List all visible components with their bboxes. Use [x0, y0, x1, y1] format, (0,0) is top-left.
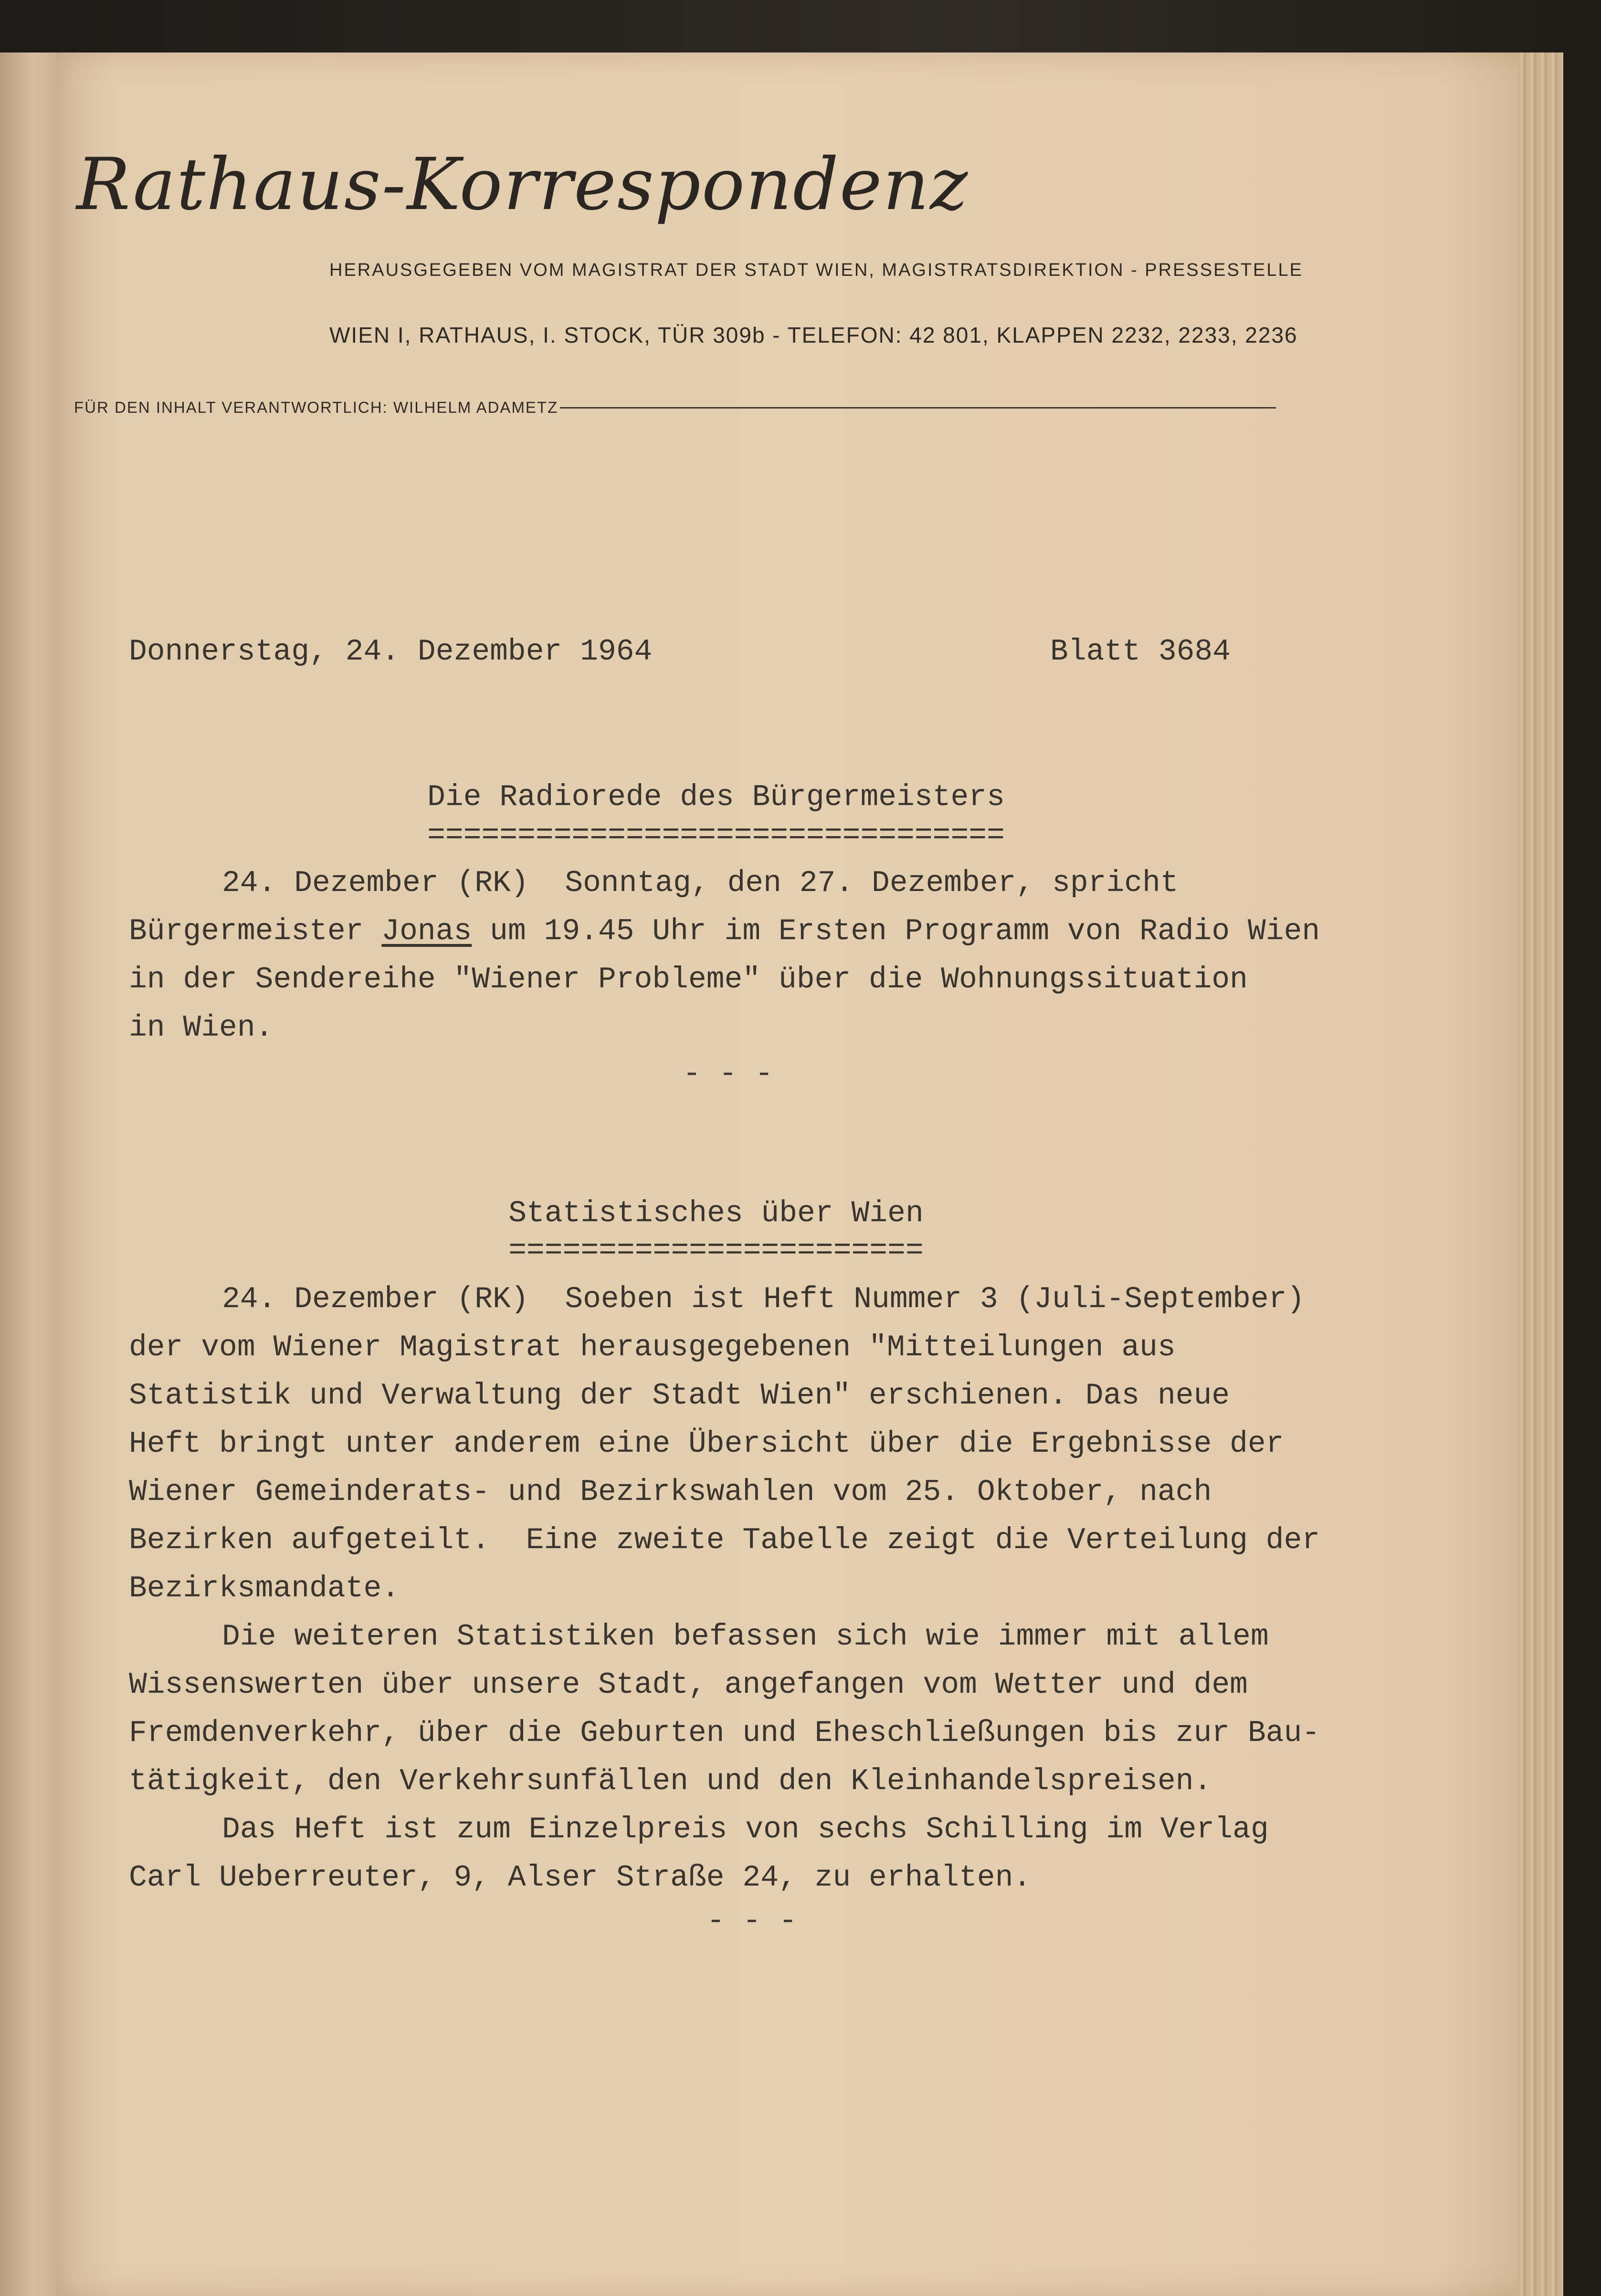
article2-line-8: Die weiteren Statistiken befassen sich wie immer mit allem [222, 1620, 1269, 1654]
article1-line-2-end: um 19.45 Uhr im Ersten Programm von Radio Wien [472, 914, 1320, 948]
article2-title-underline: ======================= [508, 1234, 924, 1268]
article2-line-7: Bezirksmandate. [129, 1572, 400, 1605]
article1-title: Die Radiorede des Bürgermeisters [427, 780, 1005, 814]
masthead-rule [560, 407, 1276, 409]
left-page-edge [0, 52, 56, 2296]
article2-line-4: Heft bringt unter anderem eine Übersicht über die Ergebnisse der [129, 1427, 1284, 1461]
article2-line-2: der vom Wiener Magistrat herausgegebenen "Mitteilungen aus [129, 1331, 1176, 1364]
masthead-logo: Rathaus-Korrespondenz [76, 143, 969, 226]
document-page [56, 52, 1558, 2296]
responsible-line [74, 398, 1276, 417]
article2-line-10: Fremdenverkehr, über die Geburten und Eheschließungen bis zur Bau- [129, 1716, 1320, 1750]
dateline-sheet: Blatt 3684 [1050, 635, 1231, 669]
article2-line-12: Das Heft ist zum Einzelpreis von sechs Schilling im Verlag [222, 1813, 1269, 1846]
article2-line-11: tätigkeit, den Verkehrsunfällen und den Kleinhandelspreisen. [129, 1764, 1212, 1798]
page-stack-edge [1518, 52, 1563, 2296]
article1-line-2 [129, 907, 1320, 955]
dateline-date: Donnerstag, 24. Dezember 1964 [129, 635, 653, 669]
article2-title: Statistisches über Wien [508, 1196, 924, 1230]
article2-line-3: Statistik und Verwaltung der Stadt Wien" erschienen. Das neue [129, 1379, 1230, 1413]
article2-separator: - - - [706, 1904, 797, 1938]
article2-line-9: Wissenswerten über unsere Stadt, angefangen vom Wetter und dem [129, 1668, 1248, 1702]
article2-line-6: Bezirken aufgeteilt. Eine zweite Tabelle zeigt die Verteilung der [129, 1523, 1320, 1557]
article1-line-3: in der Sendereihe "Wiener Probleme" über die Wohnungssituation [129, 963, 1248, 996]
article2-line-5: Wiener Gemeinderats- und Bezirkswahlen vom 25. Oktober, nach [129, 1475, 1212, 1509]
article1-line-1: 24. Dezember (RK) Sonntag, den 27. Dezember, spricht [222, 866, 1179, 900]
article2-line-13: Carl Ueberreuter, 9, Alser Straße 24, zu erhalten. [129, 1861, 1032, 1895]
article1-line-4: in Wien. [129, 1011, 274, 1045]
article1-title-underline: ================================ [427, 818, 1005, 852]
address-line: WIEN I, RATHAUS, I. STOCK, TÜR 309b - TELEFON: 42 801, KLAPPEN 2232, 2233, 2236 [329, 323, 1298, 347]
responsible-text: FÜR DEN INHALT VERANTWORTLICH: WILHELM ADAMETZ [74, 398, 558, 416]
article2-line-1: 24. Dezember (RK) Soeben ist Heft Nummer 3 (Juli-September) [222, 1282, 1305, 1316]
article1-separator: - - - [683, 1057, 773, 1091]
mayor-name: Jonas [381, 914, 472, 948]
publisher-line: HERAUSGEGEBEN VOM MAGISTRAT DER STADT WIEN, MAGISTRATSDIREKTION - PRESSESTELLE [329, 260, 1303, 280]
article1-line-2-start: Bürgermeister [129, 914, 382, 948]
